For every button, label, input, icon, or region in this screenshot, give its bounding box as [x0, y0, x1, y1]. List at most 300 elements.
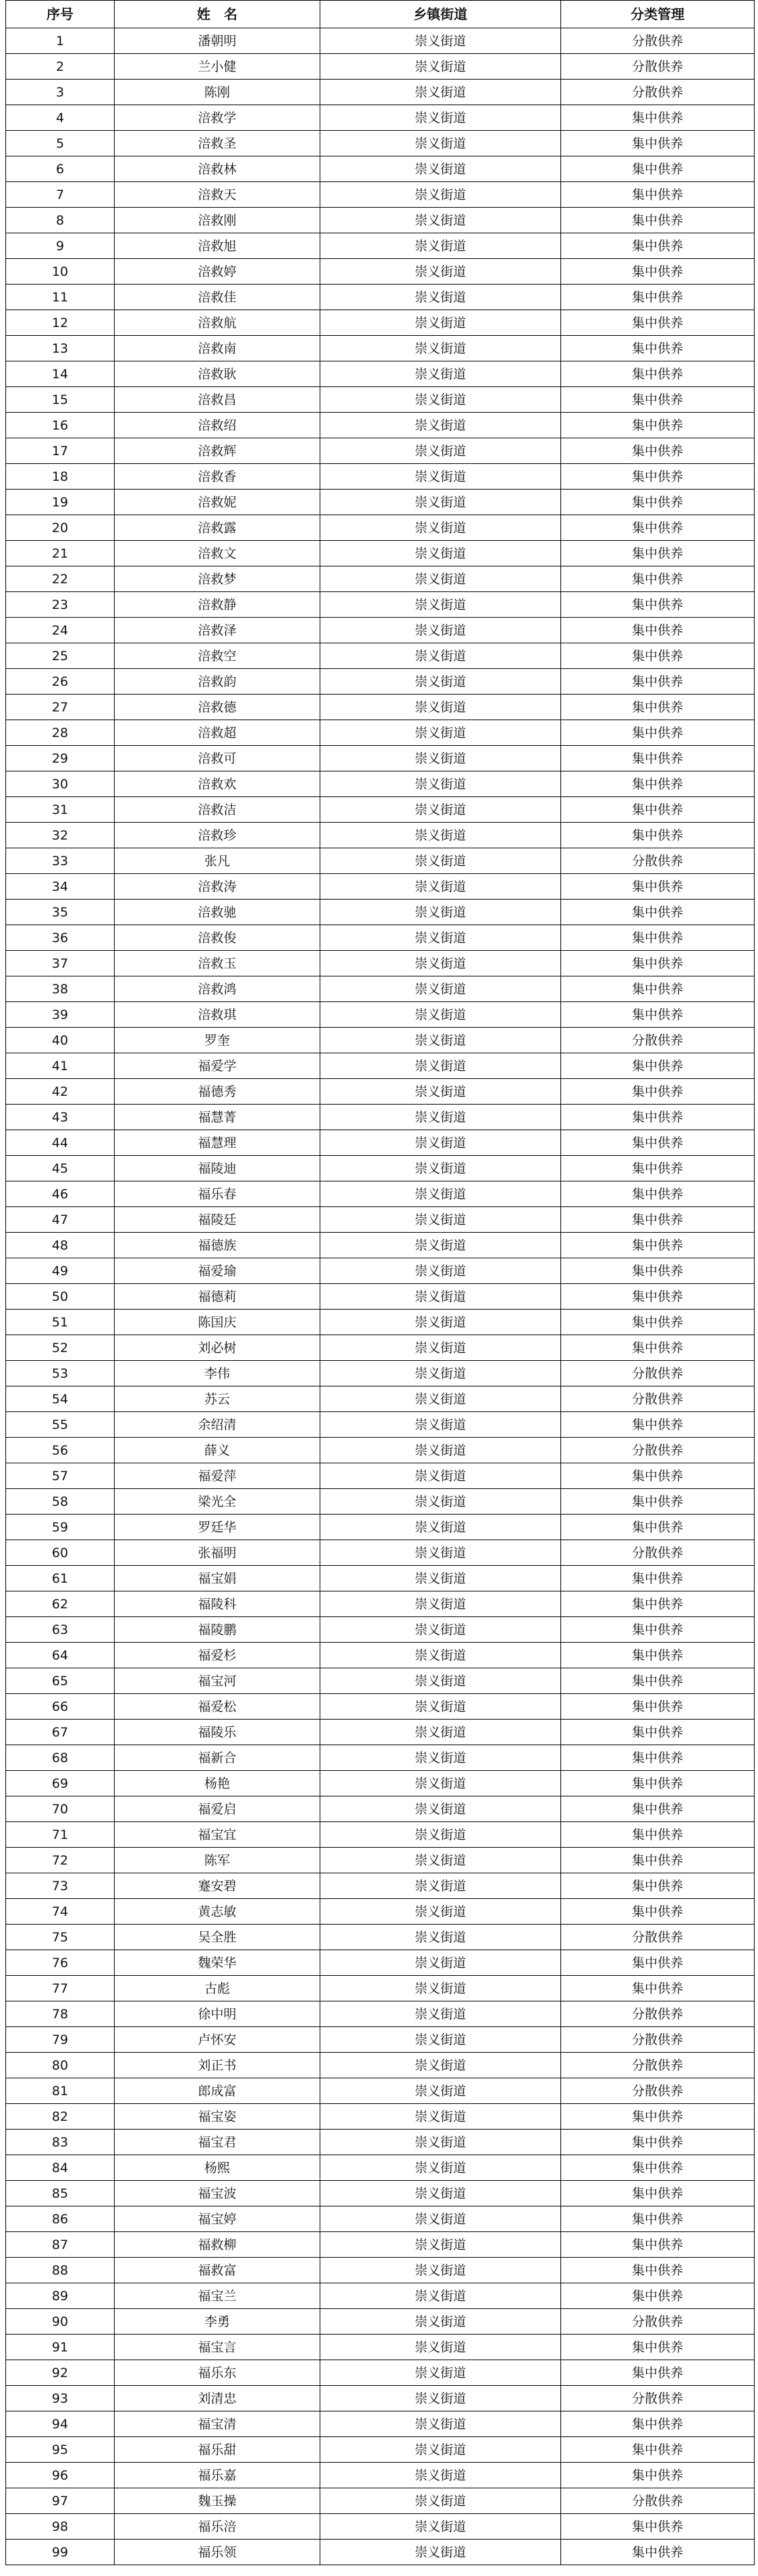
cell-street: 崇义街道 — [320, 1489, 561, 1515]
cell-category: 集中供养 — [561, 1950, 755, 1976]
cell-category: 集中供养 — [561, 823, 755, 848]
cell-category: 集中供养 — [561, 2360, 755, 2386]
cell-category: 分散供养 — [561, 1438, 755, 1463]
cell-serial: 21 — [6, 541, 115, 566]
cell-category: 分散供养 — [561, 54, 755, 80]
cell-name: 福德族 — [115, 1233, 320, 1258]
cell-serial: 54 — [6, 1386, 115, 1412]
cell-street: 崇义街道 — [320, 797, 561, 823]
cell-street: 崇义街道 — [320, 2130, 561, 2155]
cell-category: 分散供养 — [561, 2001, 755, 2027]
cell-category: 集中供养 — [561, 1643, 755, 1668]
cell-serial: 33 — [6, 848, 115, 874]
cell-serial: 17 — [6, 438, 115, 464]
cell-street: 崇义街道 — [320, 1925, 561, 1950]
table-row — [6, 2437, 755, 2463]
cell-serial: 7 — [6, 182, 115, 208]
cell-serial: 61 — [6, 1566, 115, 1591]
table-row — [6, 2181, 755, 2206]
cell-category: 集中供养 — [561, 1284, 755, 1310]
cell-name: 福宝宜 — [115, 1822, 320, 1848]
cell-serial: 78 — [6, 2001, 115, 2027]
cell-street: 崇义街道 — [320, 1258, 561, 1284]
cell-serial: 10 — [6, 259, 115, 285]
cell-street: 崇义街道 — [320, 541, 561, 566]
cell-name: 福爱松 — [115, 1694, 320, 1720]
cell-category: 集中供养 — [561, 1745, 755, 1771]
cell-name: 涪救俊 — [115, 925, 320, 951]
cell-name: 涪救韵 — [115, 669, 320, 695]
cell-name: 涪救可 — [115, 746, 320, 771]
cell-serial: 6 — [6, 156, 115, 182]
cell-serial: 23 — [6, 592, 115, 618]
table-row — [6, 131, 755, 156]
cell-street: 崇义街道 — [320, 2258, 561, 2283]
cell-category: 集中供养 — [561, 566, 755, 592]
cell-category: 集中供养 — [561, 1463, 755, 1489]
table-row — [6, 310, 755, 336]
cell-category: 集中供养 — [561, 490, 755, 515]
cell-street: 崇义街道 — [320, 720, 561, 746]
table-row — [6, 1207, 755, 1233]
cell-street: 崇义街道 — [320, 1412, 561, 1438]
cell-serial: 95 — [6, 2437, 115, 2463]
table-row — [6, 2386, 755, 2411]
cell-serial: 64 — [6, 1643, 115, 1668]
cell-serial: 47 — [6, 1207, 115, 1233]
cell-category: 分散供养 — [561, 2053, 755, 2078]
table-row — [6, 618, 755, 643]
cell-serial: 42 — [6, 1079, 115, 1105]
cell-name: 涪救航 — [115, 310, 320, 336]
table-row — [6, 951, 755, 976]
table-row — [6, 643, 755, 669]
table-row — [6, 1386, 755, 1412]
cell-category: 集中供养 — [561, 1873, 755, 1899]
cell-street: 崇义街道 — [320, 387, 561, 413]
cell-serial: 2 — [6, 54, 115, 80]
cell-category: 集中供养 — [561, 2540, 755, 2565]
cell-serial: 25 — [6, 643, 115, 669]
table-row — [6, 1873, 755, 1899]
table-row — [6, 80, 755, 105]
cell-category: 集中供养 — [561, 182, 755, 208]
cell-category: 集中供养 — [561, 1976, 755, 2001]
cell-serial: 26 — [6, 669, 115, 695]
cell-serial: 37 — [6, 951, 115, 976]
cell-name: 福新合 — [115, 1745, 320, 1771]
cell-name: 福爱学 — [115, 1053, 320, 1079]
table-row — [6, 1745, 755, 1771]
cell-name: 福宝言 — [115, 2335, 320, 2360]
cell-name: 李勇 — [115, 2309, 320, 2335]
cell-serial: 27 — [6, 695, 115, 720]
cell-serial: 86 — [6, 2206, 115, 2232]
cell-category: 集中供养 — [561, 208, 755, 233]
cell-name: 涪救洁 — [115, 797, 320, 823]
cell-serial: 9 — [6, 233, 115, 259]
cell-street: 崇义街道 — [320, 413, 561, 438]
cell-street: 崇义街道 — [320, 464, 561, 490]
cell-serial: 79 — [6, 2027, 115, 2053]
table-row — [6, 2540, 755, 2565]
cell-serial: 81 — [6, 2078, 115, 2104]
cell-category: 集中供养 — [561, 1233, 755, 1258]
cell-street: 崇义街道 — [320, 336, 561, 361]
cell-category: 集中供养 — [561, 1591, 755, 1617]
cell-category: 集中供养 — [561, 515, 755, 541]
table-row — [6, 1284, 755, 1310]
cell-category: 集中供养 — [561, 797, 755, 823]
cell-serial: 12 — [6, 310, 115, 336]
cell-category: 集中供养 — [561, 259, 755, 285]
cell-serial: 29 — [6, 746, 115, 771]
cell-name: 郎成富 — [115, 2078, 320, 2104]
cell-name: 罗廷华 — [115, 1515, 320, 1540]
cell-name: 涪救超 — [115, 720, 320, 746]
table-row — [6, 1566, 755, 1591]
cell-serial: 76 — [6, 1950, 115, 1976]
cell-street: 崇义街道 — [320, 438, 561, 464]
cell-category: 集中供养 — [561, 2437, 755, 2463]
cell-category: 集中供养 — [561, 156, 755, 182]
table-row — [6, 2258, 755, 2283]
table-row — [6, 1515, 755, 1540]
cell-serial: 16 — [6, 413, 115, 438]
cell-street: 崇义街道 — [320, 874, 561, 900]
cell-name: 涪救涛 — [115, 874, 320, 900]
cell-street: 崇义街道 — [320, 1591, 561, 1617]
table-row — [6, 1130, 755, 1156]
cell-street: 崇义街道 — [320, 1310, 561, 1335]
table-row — [6, 1105, 755, 1130]
cell-serial: 15 — [6, 387, 115, 413]
cell-street: 崇义街道 — [320, 1028, 561, 1053]
cell-serial: 96 — [6, 2463, 115, 2488]
cell-category: 集中供养 — [561, 669, 755, 695]
cell-category: 分散供养 — [561, 2309, 755, 2335]
header-street: 乡镇街道 — [320, 1, 561, 28]
cell-serial: 53 — [6, 1361, 115, 1386]
cell-category: 集中供养 — [561, 361, 755, 387]
cell-category: 集中供养 — [561, 720, 755, 746]
table-row — [6, 1258, 755, 1284]
table-row — [6, 1796, 755, 1822]
cell-category: 集中供养 — [561, 2104, 755, 2130]
cell-category: 集中供养 — [561, 1771, 755, 1796]
cell-category: 集中供养 — [561, 387, 755, 413]
cell-category: 分散供养 — [561, 2488, 755, 2514]
table-row — [6, 874, 755, 900]
table-row — [6, 1079, 755, 1105]
table-row — [6, 336, 755, 361]
cell-category: 集中供养 — [561, 2181, 755, 2206]
cell-serial: 85 — [6, 2181, 115, 2206]
cell-street: 崇义街道 — [320, 1976, 561, 2001]
cell-street: 崇义街道 — [320, 1156, 561, 1181]
table-row — [6, 1156, 755, 1181]
cell-name: 涪救驰 — [115, 900, 320, 925]
cell-street: 崇义街道 — [320, 28, 561, 54]
table-row — [6, 1617, 755, 1643]
cell-name: 福宝娟 — [115, 1566, 320, 1591]
cell-street: 崇义街道 — [320, 182, 561, 208]
table-row — [6, 105, 755, 131]
table-row — [6, 566, 755, 592]
header-row — [6, 1, 755, 28]
cell-street: 崇义街道 — [320, 925, 561, 951]
cell-category: 分散供养 — [561, 1361, 755, 1386]
cell-serial: 22 — [6, 566, 115, 592]
cell-category: 集中供养 — [561, 900, 755, 925]
header-category: 分类管理 — [561, 1, 755, 28]
table-row — [6, 1002, 755, 1028]
cell-name: 徐中明 — [115, 2001, 320, 2027]
cell-name: 余绍清 — [115, 1412, 320, 1438]
cell-category: 集中供养 — [561, 1515, 755, 1540]
cell-street: 崇义街道 — [320, 669, 561, 695]
cell-serial: 30 — [6, 771, 115, 797]
cell-serial: 41 — [6, 1053, 115, 1079]
cell-name: 福爱瑜 — [115, 1258, 320, 1284]
table-row — [6, 2488, 755, 2514]
cell-street: 崇义街道 — [320, 848, 561, 874]
cell-street: 崇义街道 — [320, 2309, 561, 2335]
cell-name: 陈刚 — [115, 80, 320, 105]
cell-name: 福陵科 — [115, 1591, 320, 1617]
cell-category: 集中供养 — [561, 1822, 755, 1848]
cell-category: 分散供养 — [561, 1028, 755, 1053]
cell-category: 集中供养 — [561, 1412, 755, 1438]
cell-name: 福乐涪 — [115, 2514, 320, 2540]
cell-name: 杨熙 — [115, 2155, 320, 2181]
cell-street: 崇义街道 — [320, 80, 561, 105]
cell-street: 崇义街道 — [320, 105, 561, 131]
cell-serial: 97 — [6, 2488, 115, 2514]
cell-street: 崇义街道 — [320, 310, 561, 336]
cell-street: 崇义街道 — [320, 1053, 561, 1079]
cell-street: 崇义街道 — [320, 1796, 561, 1822]
cell-category: 集中供养 — [561, 1566, 755, 1591]
cell-street: 崇义街道 — [320, 771, 561, 797]
cell-serial: 82 — [6, 2104, 115, 2130]
table-row — [6, 2360, 755, 2386]
cell-serial: 13 — [6, 336, 115, 361]
cell-serial: 91 — [6, 2335, 115, 2360]
cell-street: 崇义街道 — [320, 515, 561, 541]
header-serial: 序号 — [6, 1, 115, 28]
cell-name: 福宝波 — [115, 2181, 320, 2206]
table-row — [6, 2053, 755, 2078]
cell-serial: 71 — [6, 1822, 115, 1848]
cell-name: 涪救学 — [115, 105, 320, 131]
cell-category: 集中供养 — [561, 951, 755, 976]
cell-serial: 62 — [6, 1591, 115, 1617]
cell-name: 福陵廷 — [115, 1207, 320, 1233]
cell-name: 陈国庆 — [115, 1310, 320, 1335]
cell-name: 涪救珍 — [115, 823, 320, 848]
cell-name: 福爱萍 — [115, 1463, 320, 1489]
cell-serial: 19 — [6, 490, 115, 515]
table-row — [6, 464, 755, 490]
cell-street: 崇义街道 — [320, 1540, 561, 1566]
cell-serial: 63 — [6, 1617, 115, 1643]
cell-name: 罗奎 — [115, 1028, 320, 1053]
cell-street: 崇义街道 — [320, 1181, 561, 1207]
cell-serial: 18 — [6, 464, 115, 490]
cell-street: 崇义街道 — [320, 1233, 561, 1258]
cell-serial: 90 — [6, 2309, 115, 2335]
cell-category: 集中供养 — [561, 2258, 755, 2283]
cell-street: 崇义街道 — [320, 2463, 561, 2488]
cell-street: 崇义街道 — [320, 2540, 561, 2565]
cell-category: 集中供养 — [561, 1899, 755, 1925]
cell-name: 涪救旭 — [115, 233, 320, 259]
cell-street: 崇义街道 — [320, 592, 561, 618]
cell-serial: 50 — [6, 1284, 115, 1310]
cell-street: 崇义街道 — [320, 900, 561, 925]
table-row — [6, 2232, 755, 2258]
cell-category: 集中供养 — [561, 925, 755, 951]
cell-name: 福德秀 — [115, 1079, 320, 1105]
cell-name: 涪救琪 — [115, 1002, 320, 1028]
cell-street: 崇义街道 — [320, 2181, 561, 2206]
cell-name: 蹇安碧 — [115, 1873, 320, 1899]
cell-name: 福爱杉 — [115, 1643, 320, 1668]
table-row — [6, 28, 755, 54]
table-row — [6, 208, 755, 233]
cell-name: 刘清忠 — [115, 2386, 320, 2411]
table-row — [6, 1771, 755, 1796]
cell-category: 集中供养 — [561, 2206, 755, 2232]
cell-name: 涪救香 — [115, 464, 320, 490]
cell-street: 崇义街道 — [320, 2437, 561, 2463]
cell-serial: 49 — [6, 1258, 115, 1284]
cell-serial: 69 — [6, 1771, 115, 1796]
cell-serial: 5 — [6, 131, 115, 156]
cell-category: 集中供养 — [561, 464, 755, 490]
table-row — [6, 1310, 755, 1335]
cell-name: 涪救昌 — [115, 387, 320, 413]
cell-name: 涪救德 — [115, 695, 320, 720]
cell-serial: 45 — [6, 1156, 115, 1181]
cell-street: 崇义街道 — [320, 1207, 561, 1233]
table-row — [6, 1540, 755, 1566]
cell-category: 集中供养 — [561, 695, 755, 720]
cell-category: 分散供养 — [561, 2078, 755, 2104]
cell-street: 崇义街道 — [320, 1438, 561, 1463]
cell-street: 崇义街道 — [320, 1617, 561, 1643]
cell-name: 黄志敏 — [115, 1899, 320, 1925]
table-row — [6, 515, 755, 541]
cell-name: 涪救空 — [115, 643, 320, 669]
cell-name: 福爱启 — [115, 1796, 320, 1822]
table-row — [6, 2283, 755, 2309]
table-row — [6, 1976, 755, 2001]
table-row — [6, 233, 755, 259]
cell-name: 古彪 — [115, 1976, 320, 2001]
cell-name: 福德莉 — [115, 1284, 320, 1310]
cell-category: 集中供养 — [561, 1796, 755, 1822]
cell-category: 集中供养 — [561, 1489, 755, 1515]
cell-name: 杨艳 — [115, 1771, 320, 1796]
cell-name: 福宝婷 — [115, 2206, 320, 2232]
table-row — [6, 413, 755, 438]
cell-name: 福慧理 — [115, 1130, 320, 1156]
cell-street: 崇义街道 — [320, 259, 561, 285]
cell-name: 兰小健 — [115, 54, 320, 80]
cell-name: 涪救刚 — [115, 208, 320, 233]
cell-serial: 40 — [6, 1028, 115, 1053]
table-row — [6, 1463, 755, 1489]
cell-serial: 46 — [6, 1181, 115, 1207]
table-row — [6, 925, 755, 951]
table-row — [6, 1668, 755, 1694]
cell-category: 集中供养 — [561, 1156, 755, 1181]
cell-category: 集中供养 — [561, 2463, 755, 2488]
table-row — [6, 182, 755, 208]
cell-street: 崇义街道 — [320, 361, 561, 387]
cell-category: 分散供养 — [561, 848, 755, 874]
cell-category: 集中供养 — [561, 2411, 755, 2437]
cell-name: 魏玉操 — [115, 2488, 320, 2514]
cell-serial: 4 — [6, 105, 115, 131]
cell-serial: 34 — [6, 874, 115, 900]
cell-serial: 35 — [6, 900, 115, 925]
table-row — [6, 669, 755, 695]
cell-category: 集中供养 — [561, 1053, 755, 1079]
cell-street: 崇义街道 — [320, 1463, 561, 1489]
cell-category: 分散供养 — [561, 28, 755, 54]
cell-category: 集中供养 — [561, 1207, 755, 1233]
table-row — [6, 2463, 755, 2488]
table-row — [6, 2206, 755, 2232]
cell-street: 崇义街道 — [320, 2104, 561, 2130]
cell-serial: 74 — [6, 1899, 115, 1925]
cell-serial: 48 — [6, 1233, 115, 1258]
cell-serial: 92 — [6, 2360, 115, 2386]
cell-serial: 28 — [6, 720, 115, 746]
table-row — [6, 1899, 755, 1925]
table-row — [6, 541, 755, 566]
cell-street: 崇义街道 — [320, 1361, 561, 1386]
table-row — [6, 2078, 755, 2104]
cell-name: 福陵乐 — [115, 1720, 320, 1745]
cell-serial: 75 — [6, 1925, 115, 1950]
cell-street: 崇义街道 — [320, 1822, 561, 1848]
cell-name: 福乐领 — [115, 2540, 320, 2565]
cell-category: 集中供养 — [561, 1258, 755, 1284]
cell-serial: 59 — [6, 1515, 115, 1540]
cell-serial: 36 — [6, 925, 115, 951]
table-row — [6, 1643, 755, 1668]
cell-category: 集中供养 — [561, 2335, 755, 2360]
cell-street: 崇义街道 — [320, 2360, 561, 2386]
table-row — [6, 695, 755, 720]
cell-name: 张福明 — [115, 1540, 320, 1566]
cell-category: 分散供养 — [561, 1386, 755, 1412]
table-row — [6, 285, 755, 310]
cell-street: 崇义街道 — [320, 2027, 561, 2053]
cell-name: 涪救辉 — [115, 438, 320, 464]
cell-name: 张凡 — [115, 848, 320, 874]
cell-category: 集中供养 — [561, 874, 755, 900]
cell-name: 梁光全 — [115, 1489, 320, 1515]
cell-name: 福乐甜 — [115, 2437, 320, 2463]
cell-category: 集中供养 — [561, 1130, 755, 1156]
cell-name: 刘必树 — [115, 1335, 320, 1361]
cell-name: 涪救圣 — [115, 131, 320, 156]
